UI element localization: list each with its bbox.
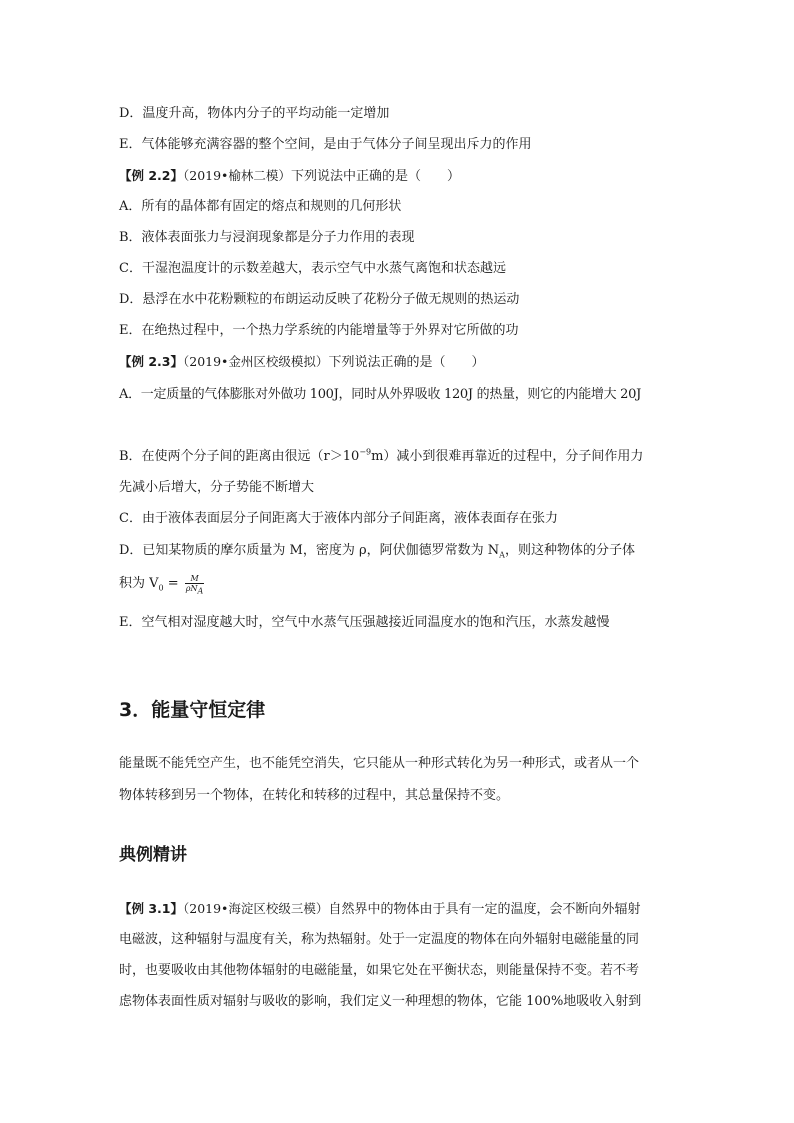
q23-option-b-line1: B．在使两个分子间的距离由很远$(r>10^{-9}m)$减小到很难再靠近的过程中，分子间作用力 [119, 447, 644, 464]
exponent: −9 [359, 447, 372, 457]
subsection-heading: 典例精讲 [119, 845, 187, 865]
q22-option-a: A．所有的晶体都有固定的熔点和规则的几何形状 [119, 199, 402, 214]
q31-source: （2019•海淀区校级三模） [183, 901, 329, 916]
q23-question: 下列说法正确的是（ ） [328, 355, 485, 370]
q22-option-d: D．悬浮在水中花粉颗粒的布朗运动反映了花粉分子做无规则的热运动 [119, 292, 520, 307]
q23-option-b-line2: 先减小后增大，分子势能不断增大 [119, 480, 315, 495]
q23-source: （2019•金州区校级模拟） [183, 354, 329, 369]
q31-line1: 【例 3.1】（2019•海淀区校级三模）自然界中的物体由于具有一定的温度，会不断向外辐射 [119, 901, 641, 917]
section-heading: 3．能量守恒定律 [119, 699, 266, 721]
q23-option-d-line2: 积为 $V_0$ = $\frac{M}{\rho N_A}$ [119, 574, 204, 596]
q21-option-e: E．气体能够充满容器的整个空间，是由于气体分子间呈现出斥力的作用 [119, 137, 532, 152]
q31-line2: 电磁波，这种辐射与温度有关，称为热辐射。处于一定温度的物体在向外辐射电磁能量的同 [119, 932, 640, 947]
q22-question: 下列说法中正确的是（ ） [290, 169, 460, 184]
q22-option-e: E．在绝热过程中，一个热力学系统的内能增量等于外界对它所做的功 [119, 323, 519, 338]
q22-option-b: B．液体表面张力与浸润现象都是分子力作用的表现 [119, 230, 415, 245]
q31-line3: 时，也要吸收由其他物体辐射的电磁能量，如果它处在平衡状态，则能量保持不变。若不考 [119, 963, 640, 978]
q31-tag: 【例 3.1】 [119, 901, 183, 916]
q23-option-d-line1: D．已知某物质的摩尔质量为 M，密度为 ρ，阿伏伽德罗常数为 $N_A$，则这种物体的分子体 [119, 543, 635, 560]
q22-option-c: C．干湿泡温度计的示数差越大，表示空气中水蒸气离饱和状态越远 [119, 261, 506, 276]
q22-stem [119, 166, 684, 187]
section-body-line2: 物体转移到另一个物体，在转化和转移的过程中，其总量保持不变。 [119, 788, 510, 803]
q23-option-c: C．由于液体表面层分子间距离大于液体内部分子间距离，液体表面存在张力 [119, 511, 558, 526]
q23-option-a: A．一定质量的气体膨胀对外做功 100J，同时从外界吸收 120J 的热量，则它的内能增大 20J [119, 387, 642, 402]
q23-option-e: E．空气相对湿度越大时，空气中水蒸气压强越接近同温度水的饱和汽压，水蒸发越慢 [119, 615, 610, 630]
section-body-line1: 能量既不能凭空产生，也不能凭空消失，它只能从一种形式转化为另一种形式，或者从一个 [119, 756, 640, 771]
q23-tag: 【例 2.3】 [119, 354, 183, 369]
q22-tag: 【例 2.2】 [119, 168, 183, 183]
q21-option-d: D．温度升高，物体内分子的平均动能一定增加 [119, 106, 390, 121]
q22-source: （2019•榆林二模） [183, 168, 291, 183]
q23-stem [119, 352, 684, 373]
formula-fraction: $\frac{M}{\rho N_A}$ [185, 574, 204, 596]
q31-line4: 虑物体表面性质对辐射与吸收的影响，我们定义一种理想的物体，它能 100%地吸收入射到 [119, 994, 642, 1009]
